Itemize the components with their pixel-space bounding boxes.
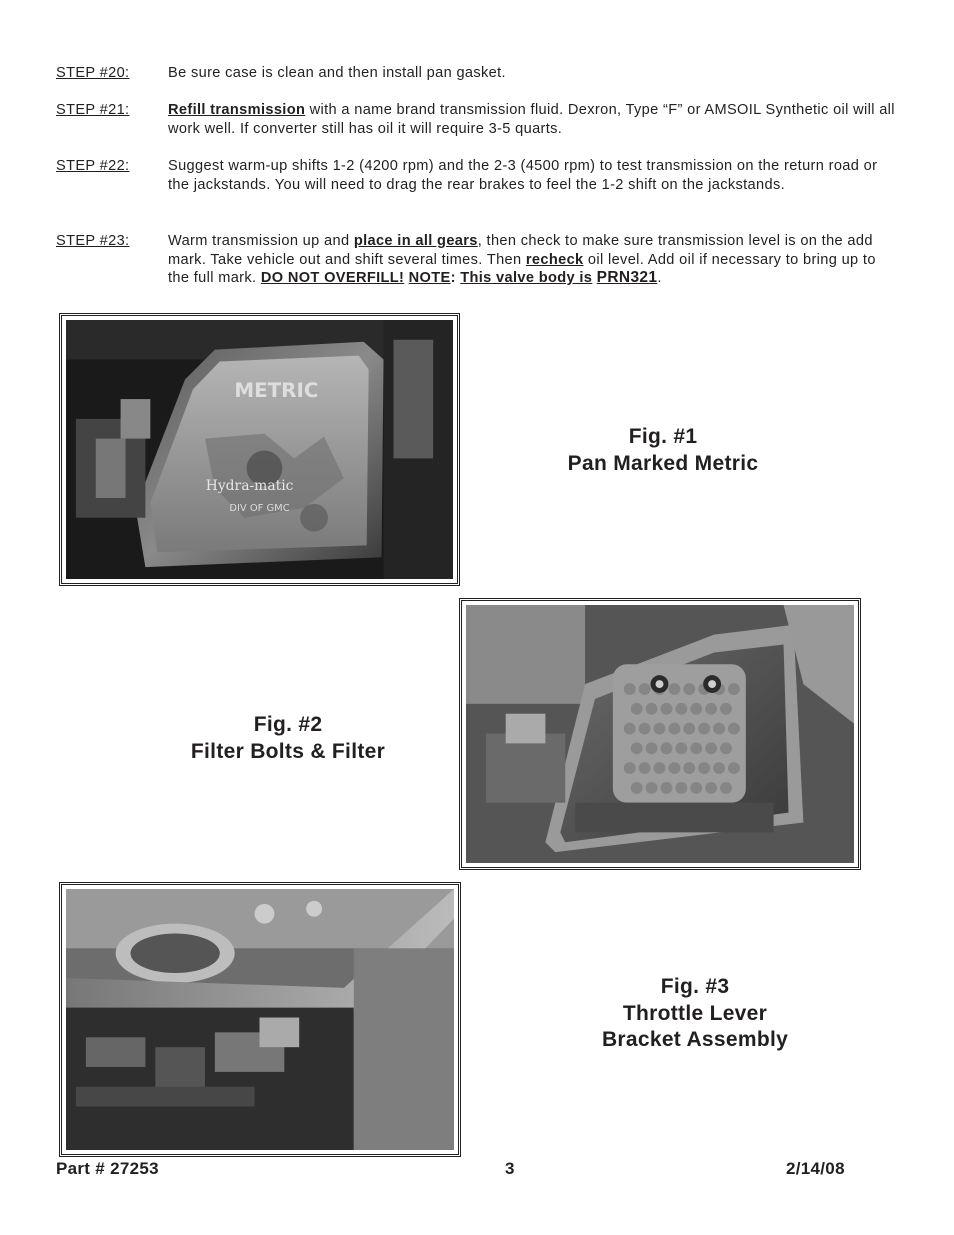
step-text-run: : [450, 270, 461, 286]
step-text [168, 101, 896, 138]
step-22 [56, 157, 896, 194]
figure-3-title-line-1: Throttle Lever [622, 1001, 768, 1025]
hydramatic-stamp: Hydra-matic [205, 478, 294, 495]
metric-stamp: METRIC [234, 379, 319, 403]
step-text-run: DO NOT OVERFILL! [260, 270, 405, 286]
figure-1-title: Pan Marked Metric [567, 451, 759, 475]
figure-1-caption [540, 424, 786, 477]
step-label: STEP #22: [56, 158, 130, 174]
figure-2-title: Filter Bolts & Filter [190, 739, 386, 763]
step-text-run: PRN321 [596, 269, 658, 286]
figure-2-number: Fig. #2 [253, 713, 323, 736]
step-label: STEP #20: [56, 65, 130, 81]
figure-3-photo [59, 882, 461, 1157]
step-text-run: This valve body is [460, 270, 593, 286]
step-text-run: Suggest warm-up shifts 1-2 (4200 rpm) and the 2-3 (4500 rpm) to test transmission on the return road or the jackstands. You will need to drag the rear brakes to feel the 1-2 shift on the jackstands. [168, 158, 878, 193]
step-label: STEP #23: [56, 233, 130, 249]
step-text-run: with a name brand transmission fluid. Dexron, Type “F” or AMSOIL Synthetic oil will all work well. If converter still has oil it will require 3-5 quarts. [168, 102, 895, 137]
figure-3-number: Fig. #3 [660, 975, 730, 998]
step-text [168, 157, 896, 194]
step-20 [56, 64, 896, 83]
step-23 [56, 232, 896, 288]
figure-3-caption [570, 974, 820, 1054]
step-text-run: NOTE [408, 270, 451, 286]
footer-date: 2/14/08 [786, 1159, 845, 1178]
gmc-stamp: DIV OF GMC [229, 502, 290, 514]
step-text-run: Warm transmission up and [168, 233, 354, 249]
step-text-run: , then check to make sure transmission level is on the add mark. Take vehicle out and shift several times. Then [168, 233, 873, 268]
step-text-run: place in all gears [353, 233, 478, 249]
step-label: STEP #21: [56, 102, 130, 118]
footer-part-number: Part # 27253 [56, 1159, 159, 1178]
step-text-run: oil level. Add oil if necessary to bring up to the full mark. [168, 251, 876, 286]
footer-page-number: 3 [505, 1159, 515, 1178]
figure-3-title-line-2: Bracket Assembly [601, 1028, 789, 1051]
step-text [168, 232, 896, 288]
step-text-run: recheck [525, 251, 584, 268]
figure-1-number: Fig. #1 [628, 425, 698, 448]
step-text-run: Be sure case is clean and then install pan gasket. [168, 65, 506, 81]
figure-2-caption [160, 712, 416, 765]
figure-2-photo [459, 598, 861, 870]
step-text [168, 64, 896, 83]
figure-1-photo [59, 313, 460, 586]
step-21 [56, 101, 896, 138]
step-text-run: Refill transmission [168, 102, 306, 118]
step-text-run: . [657, 270, 662, 286]
